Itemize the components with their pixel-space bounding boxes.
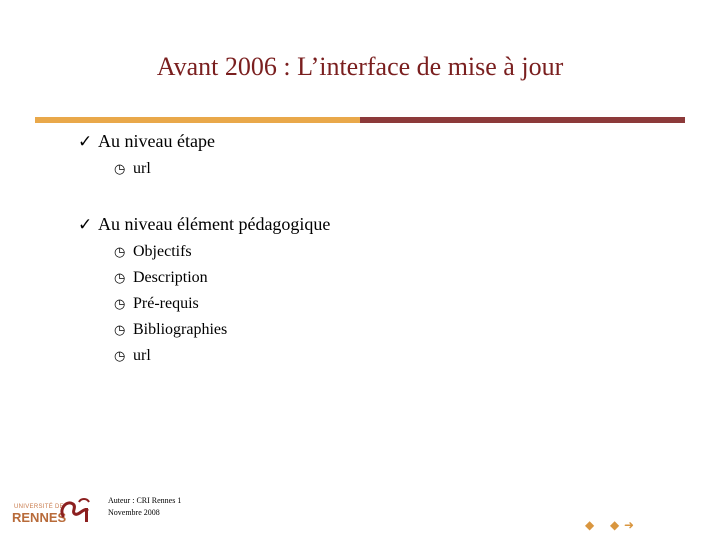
nav-next-icon[interactable]: ➜ xyxy=(624,518,635,532)
title-rule-right xyxy=(360,117,685,123)
title-rule-left xyxy=(35,117,360,123)
list-item xyxy=(114,243,192,261)
list-item xyxy=(114,347,151,365)
section-etape xyxy=(78,131,215,152)
list-item xyxy=(114,295,199,313)
clock-bullet-icon: ◷ xyxy=(114,348,126,364)
logo-big-text: RENNES xyxy=(12,510,67,525)
footer-author: Auteur : CRI Rennes 1 xyxy=(108,496,182,505)
clock-bullet-icon: ◷ xyxy=(114,161,126,177)
clock-bullet-icon: ◷ xyxy=(114,296,126,312)
university-logo xyxy=(12,494,104,528)
clock-bullet-icon: ◷ xyxy=(114,270,126,286)
nav-home-icon[interactable]: ◆ xyxy=(610,518,620,532)
section-label: Au niveau élément pédagogique xyxy=(98,214,331,234)
list-item-label: Bibliographies xyxy=(133,321,228,338)
list-item xyxy=(114,160,151,178)
clock-bullet-icon: ◷ xyxy=(114,244,126,260)
checkmark-icon: ✓ xyxy=(78,131,93,152)
list-item-label: Objectifs xyxy=(133,243,192,260)
nav-previous-icon[interactable]: ◆ xyxy=(585,518,595,532)
list-item-label: url xyxy=(133,160,151,177)
logo-small-text: UNIVERSITÉ DE xyxy=(14,504,64,510)
list-item-label: url xyxy=(133,347,151,364)
footer-date: Novembre 2008 xyxy=(108,508,160,517)
slide-title: Avant 2006 : L’interface de mise à jour xyxy=(156,52,564,81)
section-element-pedagogique xyxy=(78,214,330,235)
clock-bullet-icon: ◷ xyxy=(114,322,126,338)
logo-emblem-icon xyxy=(57,494,93,524)
list-item-label: Pré-requis xyxy=(133,295,199,312)
list-item xyxy=(114,321,227,339)
list-item xyxy=(114,269,208,287)
list-item-label: Description xyxy=(133,269,208,286)
footer-credits xyxy=(108,495,181,519)
checkmark-icon: ✓ xyxy=(78,214,93,235)
section-label: Au niveau étape xyxy=(98,131,215,151)
